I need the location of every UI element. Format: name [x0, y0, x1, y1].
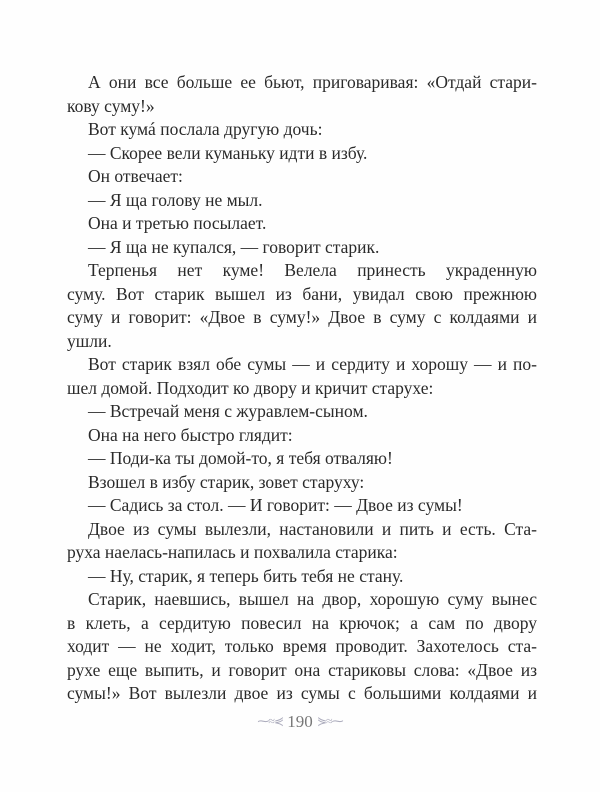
- text-line: Старик, наевшись, вышел на двор, хорошую суму вынес: [88, 589, 537, 609]
- text-line: кову суму!»: [67, 95, 155, 116]
- page-number: 190: [287, 712, 313, 731]
- body-text: [67, 71, 537, 706]
- text-line: Двое из сумы вылезли, настановили и пить и есть. Ста-: [88, 518, 537, 539]
- text-line: — Скорее вели куманьку идти в избу.: [88, 142, 368, 163]
- text-line: сумы!» Вот вылезли двое из сумы с большими колдаями и: [67, 683, 537, 703]
- text-line: Он отвечает:: [88, 166, 183, 186]
- text-line: в клеть, а сердитую повесил на крючок; а сам по двору: [67, 612, 537, 633]
- text-line: — Я ща голову не мыл.: [88, 189, 263, 210]
- text-line: Вот старик взял обе сумы — и сердиту и хорошу — и по-: [88, 354, 537, 374]
- text-line: Она на него быстро глядит:: [88, 424, 293, 445]
- text-line: ушли.: [67, 330, 112, 351]
- text-line: шел домой. Подходит ко двору и кричит старухе:: [67, 377, 434, 398]
- text-line: — Я ща не купался, — говорит старик.: [88, 236, 380, 257]
- text-line: Она и третью посылает.: [88, 213, 267, 233]
- text-line: — Садись за стол. — И говорит: — Двое из сумы!: [88, 495, 463, 515]
- ornament-left-icon: ⁓≈⋞: [257, 714, 283, 728]
- text-line: Взошел в избу старик, зовет старуху:: [88, 471, 365, 492]
- text-line: — Встречай меня с журавлем-сыном.: [88, 401, 368, 421]
- text-line: суму. Вот старик вышел из бани, увидал свою прежнюю: [67, 283, 537, 304]
- text-line: А они все больше ее бьют, приговаривая: «Отдай стари-: [88, 72, 537, 92]
- text-line: руха наелась-напилась и похвалила старика:: [67, 542, 398, 562]
- text-line: рухе еще выпить, и говорит она стариковы слова: «Двое из: [67, 659, 537, 680]
- page-footer: [0, 712, 600, 732]
- text-line: — Ну, старик, я теперь бить тебя не стану.: [88, 565, 404, 586]
- text-line: ходит — не ходит, только время проводит. Захотелось ста-: [67, 636, 537, 656]
- text-line: Вот кумá послала другую дочь:: [88, 119, 323, 139]
- text-line: суму и говорит: «Двое в суму!» Двое в суму с колдаями и: [67, 307, 537, 327]
- ornament-right-icon: ⋟≈⁓: [317, 714, 343, 728]
- text-line: Терпенья нет куме! Велела принесть украденную: [88, 260, 537, 280]
- text-line: — Поди-ка ты домой-то, я тебя отваляю!: [88, 448, 393, 468]
